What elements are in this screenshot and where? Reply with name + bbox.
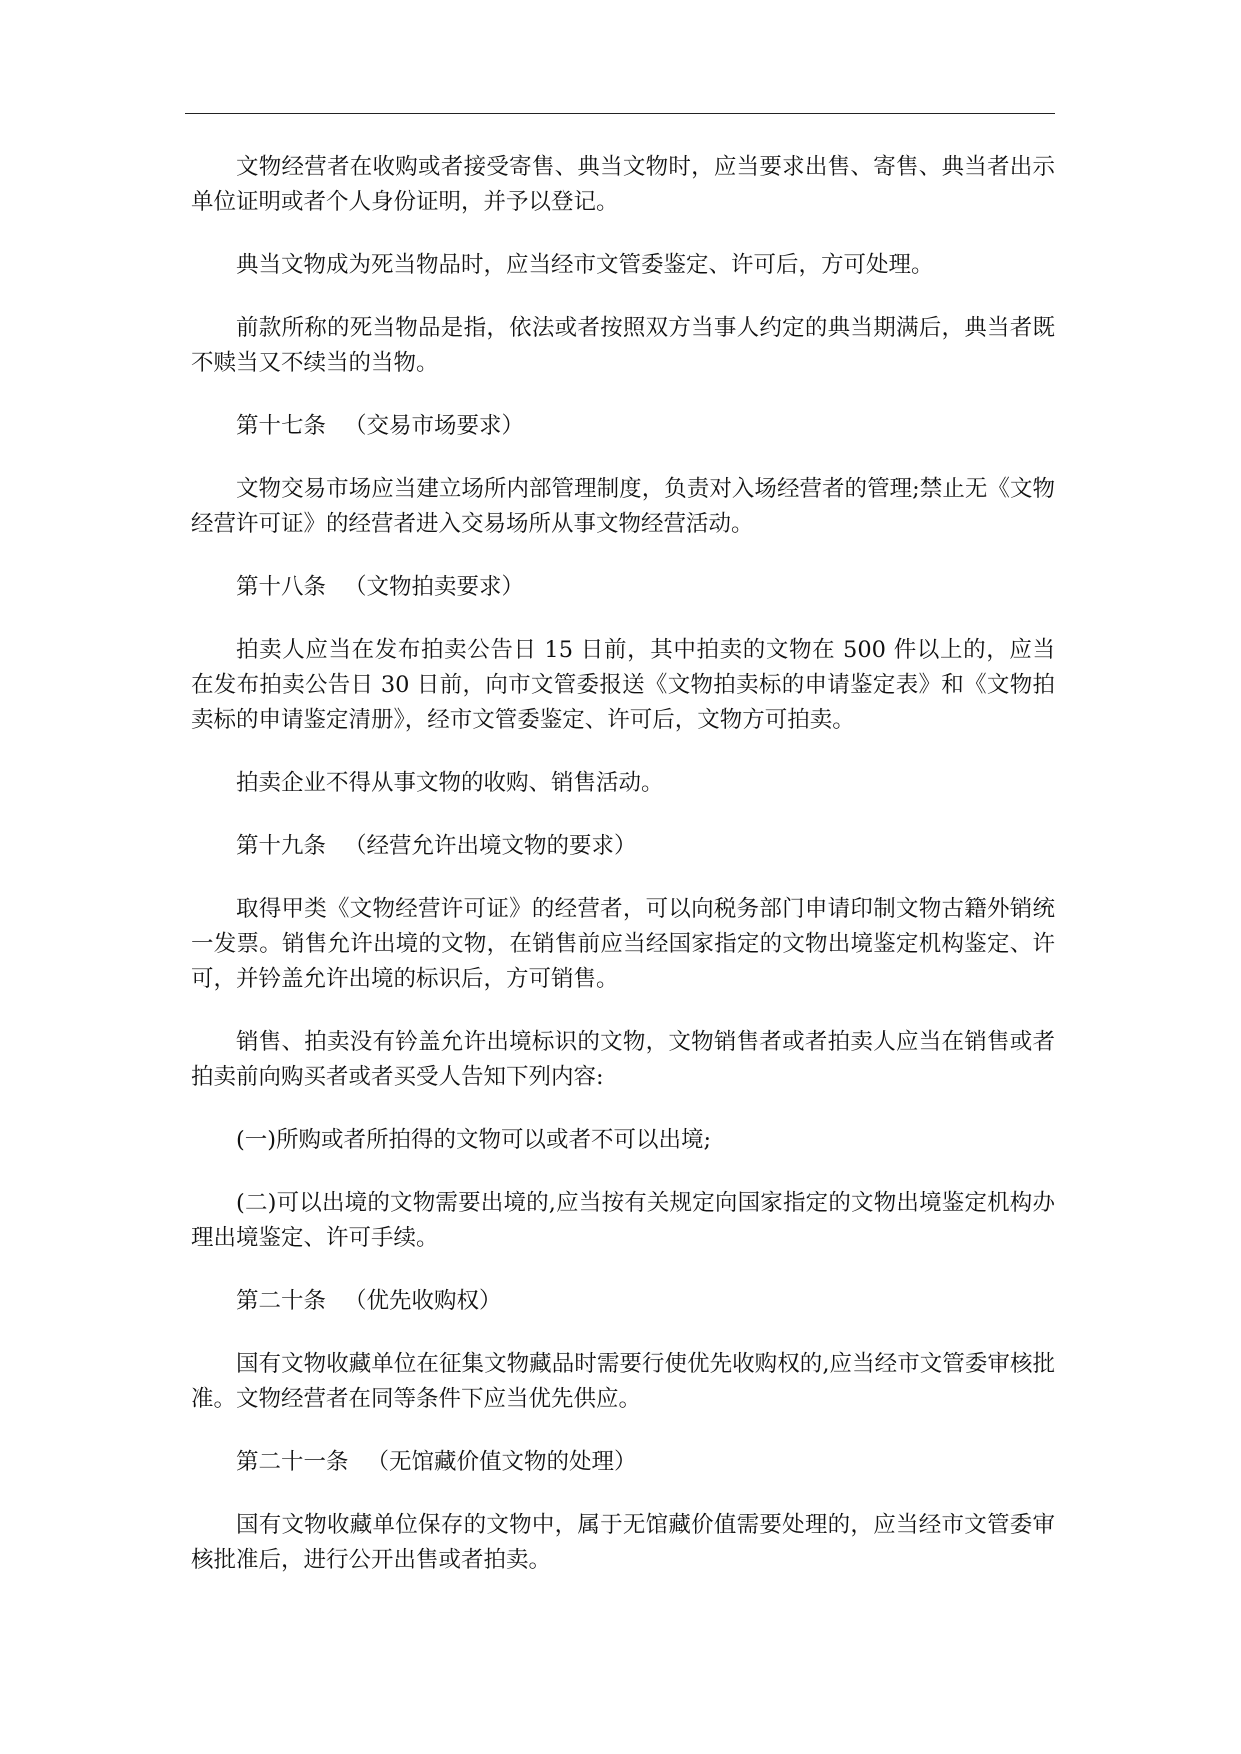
paragraph: 销售、拍卖没有钤盖允许出境标识的文物，文物销售者或者拍卖人应当在销售或者拍卖前向购买者或者买受人告知下列内容: bbox=[191, 1029, 1055, 1090]
article-number: 第十七条 bbox=[236, 413, 327, 439]
article-heading bbox=[191, 1284, 1055, 1319]
paragraph: 文物交易市场应当建立场所内部管理制度，负责对入场经营者的管理;禁止无《文物经营许可证》的经营者进入交易场所从事文物经营活动。 bbox=[191, 476, 1055, 537]
paragraph: 拍卖企业不得从事文物的收购、销售活动。 bbox=[236, 770, 664, 796]
article-title: （交易市场要求） bbox=[344, 413, 525, 439]
paragraph: 前款所称的死当物品是指，依法或者按照双方当事人约定的典当期满后，典当者既不赎当又不续当的当物。 bbox=[191, 315, 1055, 376]
paragraph: 拍卖人应当在发布拍卖公告日 15 日前，其中拍卖的文物在 500 件以上的，应当在发布拍卖公告日 30 日前，向市文管委报送《文物拍卖标的申请鉴定表》和《文物拍卖标的申请鉴定清册》，经市文管委鉴定、许可后，文物方可拍卖。 bbox=[191, 637, 1055, 733]
article-title: （经营允许出境文物的要求） bbox=[344, 833, 637, 859]
list-item: (一)所购或者所拍得的文物可以或者不可以出境; bbox=[236, 1127, 712, 1153]
header-rule bbox=[185, 113, 1055, 114]
paragraph: 文物经营者在收购或者接受寄售、典当文物时，应当要求出售、寄售、典当者出示单位证明或者个人身份证明，并予以登记。 bbox=[191, 154, 1055, 215]
paragraph: 取得甲类《文物经营许可证》的经营者，可以向税务部门申请印制文物古籍外销统一发票。销售允许出境的文物，在销售前应当经国家指定的文物出境鉴定机构鉴定、许可，并钤盖允许出境的标识后，方可销售。 bbox=[191, 896, 1055, 992]
list-item: (二)可以出境的文物需要出境的,应当按有关规定向国家指定的文物出境鉴定机构办理出境鉴定、许可手续。 bbox=[191, 1190, 1055, 1251]
article-title: （无馆藏价值文物的处理） bbox=[366, 1449, 637, 1475]
article-number: 第十九条 bbox=[236, 833, 327, 859]
article-number: 第二十一条 bbox=[236, 1449, 349, 1475]
article-heading bbox=[191, 570, 1055, 605]
article-title: （文物拍卖要求） bbox=[344, 574, 525, 600]
article-heading bbox=[191, 829, 1055, 864]
paragraph: 国有文物收藏单位保存的文物中，属于无馆藏价值需要处理的，应当经市文管委审核批准后，进行公开出售或者拍卖。 bbox=[191, 1512, 1055, 1573]
article-number: 第二十条 bbox=[236, 1288, 327, 1314]
document-body bbox=[191, 150, 1055, 1606]
article-heading bbox=[191, 1445, 1055, 1480]
paragraph: 国有文物收藏单位在征集文物藏品时需要行使优先收购权的,应当经市文管委审核批准。文物经营者在同等条件下应当优先供应。 bbox=[191, 1351, 1055, 1412]
article-title: （优先收购权） bbox=[344, 1288, 502, 1314]
article-number: 第十八条 bbox=[236, 574, 327, 600]
paragraph: 典当文物成为死当物品时，应当经市文管委鉴定、许可后，方可处理。 bbox=[236, 252, 934, 278]
article-heading bbox=[191, 409, 1055, 444]
